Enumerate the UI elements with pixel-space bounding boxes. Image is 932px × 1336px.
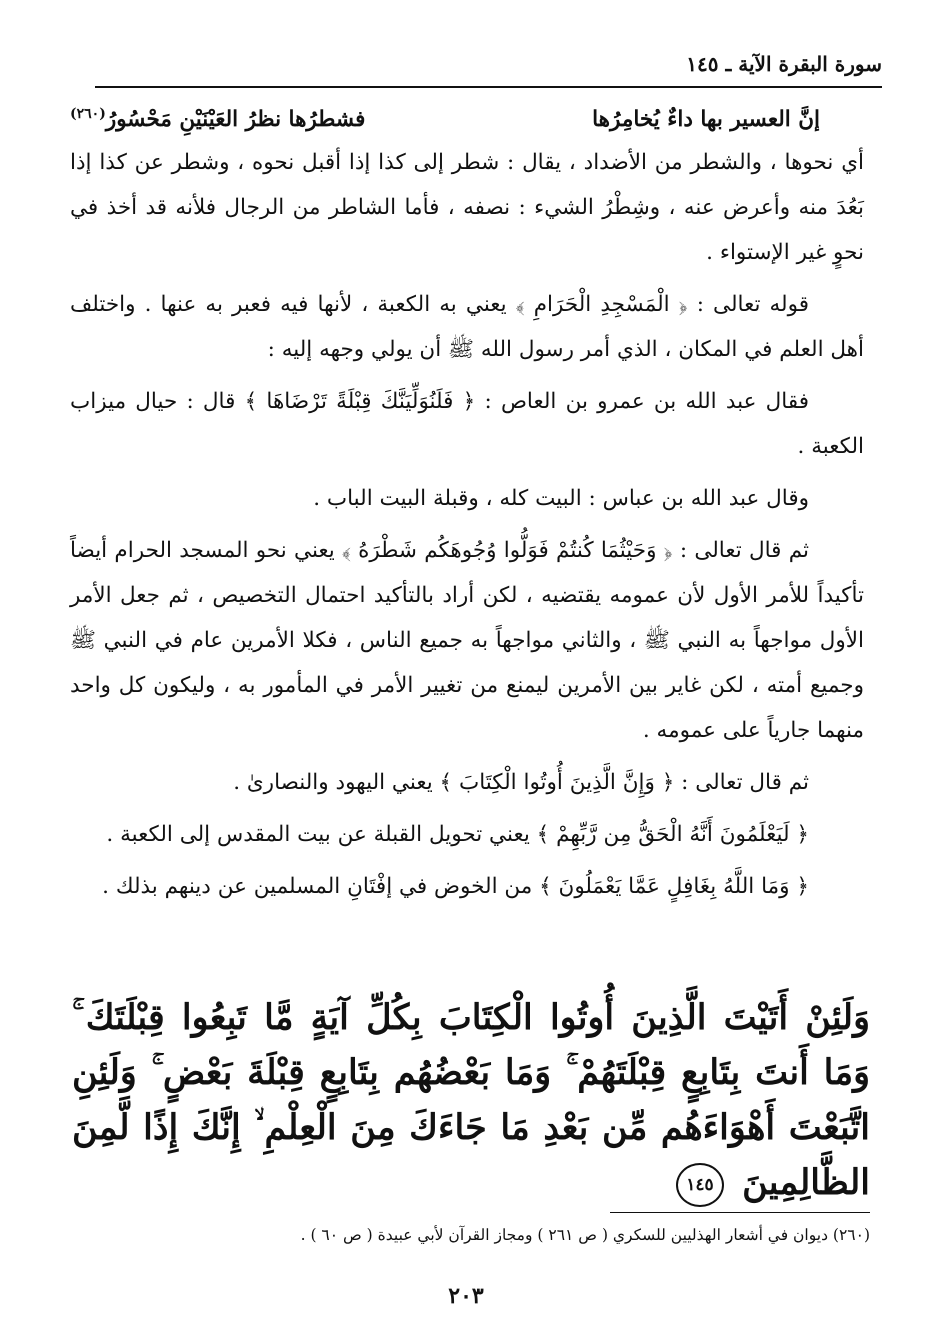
- verse-first-hemistich: إنَّ العسير بها داءٌ يُخامِرُها: [592, 107, 820, 132]
- verse-second-hemistich-text: فشطرُها نظرُ العَيْنَيْنِ مَحْسُورُ: [105, 107, 366, 132]
- running-title: سورة البقرة الآية ـ ١٤٥: [686, 52, 882, 76]
- paragraph-5: ثم قال تعالى : ﴿ وَحَيْثُمَا كُنتُمْ فَوَلُّوا وُجُوهَكُم شَطْرَهُ ﴾ يعني نحو المسجد الحرام أيضاً تأكيداً للأمر الأول لأن عمومه يقتضيه ، لكن أراد بالتأكيد احتمال التخصيص ، ثم جعل الأمر الأول مواجهاً به النبي ﷺ ، والثاني مواجهاً به جميع الناس ، فكلا الأمرين عام في النبي ﷺ وجميع أمته ، لكن غاير بين الأمرين ليمنع من تغيير الأمر في المأمور به ، وليكون كل واحد منهما جارياً على عمومه .: [70, 538, 864, 743]
- paragraph-3: فقال عبد الله بن عمرو بن العاص : ﴿ فَلَنُوَلِّيَنَّكَ قِبْلَةً تَرْضَاهَا ﴾ قال : حيال ميزاب الكعبة .: [70, 389, 864, 459]
- paragraph-1: أي نحوها ، والشطر من الأضداد ، يقال : شطر إلى كذا إذا أقبل نحوه ، وشطر عن كذا إذا بَعُدَ منه وأعرض عنه ، وشِطْرُ الشيء : نصفه ، فأما الشاطر من الرجال فلأنه قد أخذ في نحوٍ غير الإستواء .: [70, 150, 864, 265]
- page-number: ٢٠٣: [448, 1283, 484, 1309]
- quran-verse-text: وَلَئِنْ أَتَيْتَ الَّذِينَ أُوتُوا الْكِتَابَ بِكُلِّ آيَةٍ مَّا تَبِعُوا قِبْلَتَكَ ۚ وَمَا أَنتَ بِتَابِعٍ قِبْلَتَهُمْ ۚ وَمَا بَعْضُهُم بِتَابِعٍ قِبْلَةَ بَعْضٍ ۚ وَلَئِنِ اتَّبَعْتَ أَهْوَاءَهُم مِّن بَعْدِ مَا جَاءَكَ مِنَ الْعِلْمِ ۙ إِنَّكَ إِذًا لَّمِنَ الظَّالِمِينَ: [72, 997, 870, 1203]
- header-rule: [95, 86, 882, 88]
- paragraph-4: وقال عبد الله بن عباس : البيت كله ، وقبلة البيت الباب .: [313, 486, 809, 511]
- paragraph-2: قوله تعالى : ﴿ الْمَسْجِدِ الْحَرَامِ ﴾ يعني به الكعبة ، لأنها فيه فعبر به عنها . واختلف أهل العلم في المكان ، الذي أمر رسول الله ﷺ أن يولي وجهه إليه :: [70, 292, 864, 362]
- poetry-verse: [70, 100, 864, 140]
- main-text: [70, 100, 864, 916]
- verse-second-hemistich: [70, 100, 365, 140]
- paragraph-6: ثم قال تعالى : ﴿ وَإِنَّ الَّذِينَ أُوتُوا الْكِتَابَ ﴾ يعني اليهود والنصارىٰ .: [233, 770, 809, 795]
- footnote-separator: [610, 1212, 870, 1213]
- footnote-reference[interactable]: (٢٦٠): [70, 105, 106, 122]
- footnote: (٢٦٠) ديوان في أشعار الهذليين للسكري ( ص ٢٦١ ) ومجاز القرآن لأبي عبيدة ( ص ٦٠ ) .: [300, 1226, 870, 1244]
- ayah-number-marker: ١٤٥: [676, 1163, 724, 1207]
- paragraph-8: ﴿ وَمَا اللَّهُ بِغَافِلٍ عَمَّا يَعْمَلُونَ ﴾ من الخوض في إفْتَانِ المسلمين عن دينهم بذلك .: [102, 874, 809, 899]
- paragraph-7: ﴿ لَيَعْلَمُونَ أَنَّهُ الْحَقُّ مِن رَّبِّهِمْ ﴾ يعني تحويل القبلة عن بيت المقدس إلى الكعبة .: [106, 822, 809, 847]
- quran-verse-block: [72, 990, 870, 1210]
- page-header: [95, 52, 882, 88]
